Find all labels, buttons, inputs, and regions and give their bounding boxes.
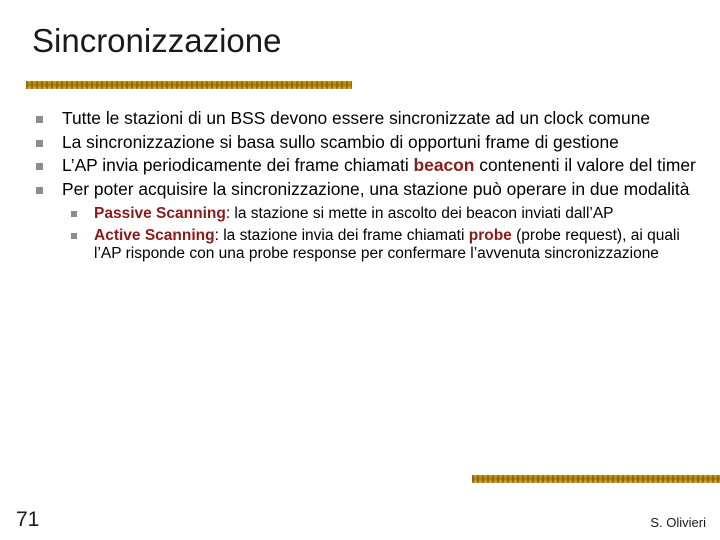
square-bullet-icon: [36, 116, 43, 123]
sub-bullet-text: : la stazione si mette in ascolto dei beacon inviati dall’AP: [225, 205, 614, 222]
list-item: [36, 109, 696, 129]
bullet-text-pre: L’AP invia periodicamente dei frame chiamati: [62, 155, 414, 175]
sub-bullet-text-post: (probe request), ai quali l’AP risponde con una probe response per confermare l’avvenuta sincronizzazione: [94, 227, 680, 262]
list-item: [36, 133, 696, 153]
square-bullet-icon: [36, 163, 43, 170]
term-active-scanning: Active Scanning: [94, 227, 215, 244]
bullet-text: La sincronizzazione si basa sullo scambio di opportuni frame di gestione: [62, 131, 619, 152]
list-item: [36, 156, 696, 176]
page-number: 71: [16, 508, 40, 531]
sub-list-item: [66, 227, 696, 263]
sub-bullet-list: [66, 205, 696, 263]
term-passive-scanning: Passive Scanning: [94, 205, 226, 222]
title-divider: [26, 81, 352, 89]
list-item: [36, 180, 696, 264]
footer-divider: [472, 475, 720, 483]
sub-list-item: [66, 205, 696, 223]
square-bullet-icon: [36, 140, 43, 147]
bullet-text-post: contenenti il valore del timer: [474, 155, 696, 175]
slide-title: Sincronizzazione: [32, 22, 282, 59]
highlight-probe: probe: [468, 227, 512, 244]
bullet-text: Tutte le stazioni di un BSS devono essere sincronizzate ad un clock comune: [62, 108, 651, 128]
square-bullet-icon: [71, 211, 77, 217]
square-bullet-icon: [36, 187, 43, 194]
author-credit: S. Olivieri: [650, 515, 706, 530]
bullet-text: Per poter acquisire la sincronizzazione, una stazione può operare in due modalità: [62, 178, 690, 199]
sub-bullet-text-pre: : la stazione invia dei frame chiamati: [214, 227, 469, 244]
highlight-beacon: beacon: [413, 155, 475, 175]
bullet-list: [36, 109, 696, 267]
square-bullet-icon: [71, 233, 77, 239]
